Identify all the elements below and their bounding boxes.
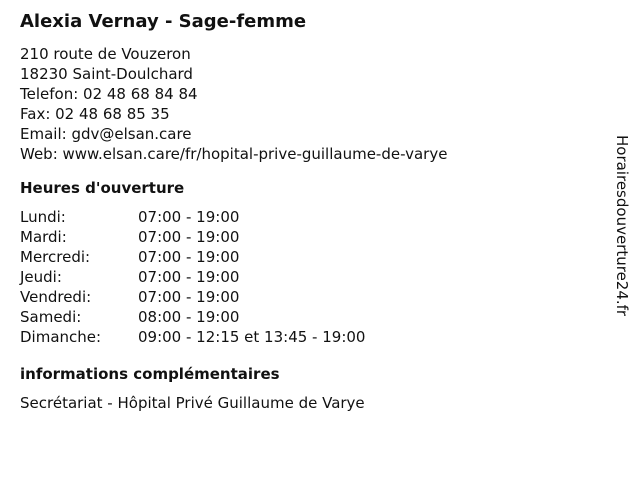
day-label: Lundi: xyxy=(20,208,66,226)
phone-number: Telefon: 02 48 68 84 84 xyxy=(20,85,198,103)
additional-info-heading: informations complémentaires xyxy=(20,365,280,383)
hours-row-sunday xyxy=(20,327,580,347)
email-address: Email: gdv@elsan.care xyxy=(20,125,192,143)
contact-block xyxy=(20,44,580,164)
time-range: 08:00 - 19:00 xyxy=(138,308,240,326)
day-label: Mardi: xyxy=(20,228,67,246)
brand-watermark-text: Horairesdouverture24.fr xyxy=(613,135,631,317)
day-label: Vendredi: xyxy=(20,288,92,306)
business-card xyxy=(20,10,580,413)
time-range: 07:00 - 19:00 xyxy=(138,248,240,266)
hours-row-tuesday xyxy=(20,227,580,247)
time-range: 09:00 - 12:15 et 13:45 - 19:00 xyxy=(138,328,366,346)
hours-row-thursday xyxy=(20,267,580,287)
time-range: 07:00 - 19:00 xyxy=(138,268,240,286)
hours-row-friday xyxy=(20,287,580,307)
time-range: 07:00 - 19:00 xyxy=(138,288,240,306)
time-range: 07:00 - 19:00 xyxy=(138,228,240,246)
hours-row-saturday xyxy=(20,307,580,327)
opening-hours-table xyxy=(20,207,580,347)
hours-row-wednesday xyxy=(20,247,580,267)
opening-hours-heading: Heures d'ouverture xyxy=(20,179,185,197)
day-label: Dimanche: xyxy=(20,328,102,346)
address-city: 18230 Saint-Doulchard xyxy=(20,65,193,83)
hours-row-monday xyxy=(20,207,580,227)
day-label: Jeudi: xyxy=(20,268,62,286)
additional-info-text: Secrétariat - Hôpital Privé Guillaume de Varye xyxy=(20,394,365,412)
time-range: 07:00 - 19:00 xyxy=(138,208,240,226)
day-label: Mercredi: xyxy=(20,248,91,266)
fax-number: Fax: 02 48 68 85 35 xyxy=(20,105,170,123)
address-street: 210 route de Vouzeron xyxy=(20,45,191,63)
day-label: Samedi: xyxy=(20,308,82,326)
website-address: Web: www.elsan.care/fr/hopital-prive-guillaume-de-varye xyxy=(20,145,448,163)
brand-watermark xyxy=(612,135,632,345)
page-title: Alexia Vernay - Sage-femme xyxy=(20,11,307,32)
